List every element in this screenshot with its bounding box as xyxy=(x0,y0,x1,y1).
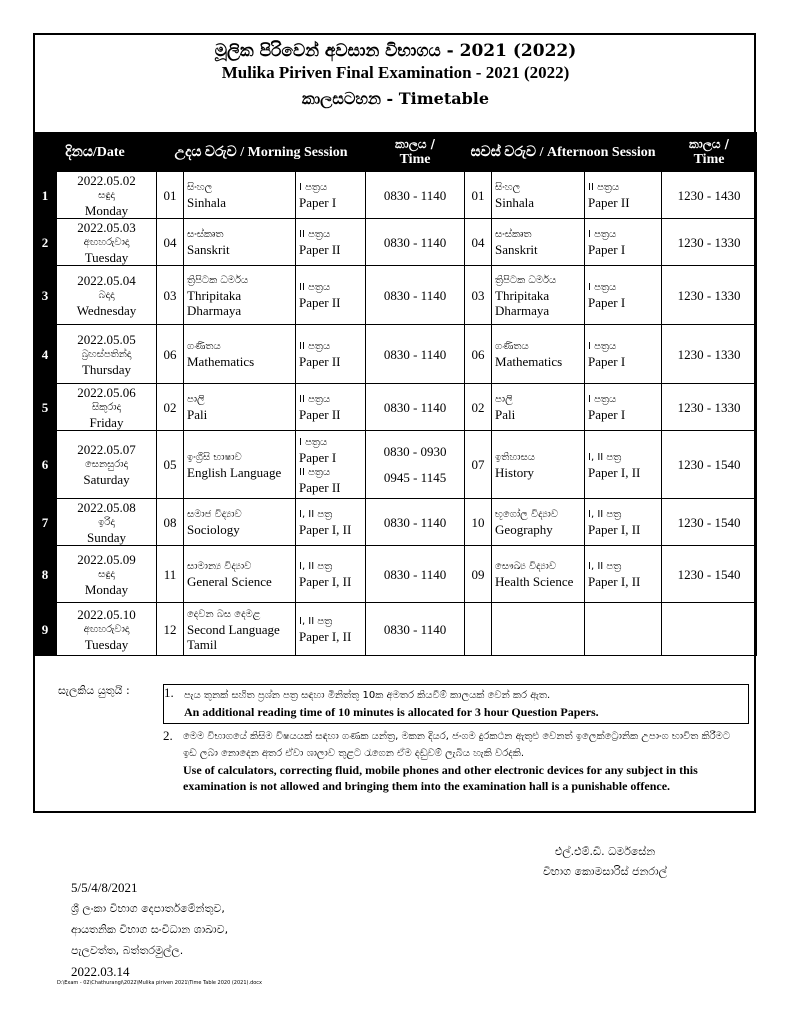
morning-time xyxy=(366,384,465,431)
paper-si: II පත්‍රය xyxy=(299,229,331,240)
afternoon-subject xyxy=(492,431,585,499)
paper-en: Paper I xyxy=(588,407,626,422)
day-en: Monday xyxy=(84,581,129,597)
morning-time xyxy=(366,431,465,499)
issue-date: 2022.03.14 xyxy=(71,964,130,979)
subject-en: Sinhala xyxy=(187,195,226,210)
date-cell xyxy=(57,219,157,266)
afternoon-code: 02 xyxy=(465,384,492,431)
date-cell xyxy=(57,384,157,431)
subject-si: සිංහල xyxy=(495,182,521,193)
address-block xyxy=(71,877,228,982)
morning-paper xyxy=(296,431,366,499)
morning-code: 06 xyxy=(157,325,184,384)
afternoon-paper xyxy=(585,384,662,431)
morning-subject xyxy=(184,431,296,499)
afternoon-time: 1230 - 1330 xyxy=(662,384,757,431)
day-en: Sunday xyxy=(87,529,126,545)
afternoon-paper xyxy=(585,546,662,603)
subject-si: සිංහල xyxy=(187,182,213,193)
time-value: 0830 - 1140 xyxy=(383,514,447,530)
file-path: D:\Exam - 02\Chathurangi\2022\Mulika piriven 2021\Time Table 2020 (2021).docx xyxy=(57,980,263,986)
morning-subject xyxy=(184,499,296,546)
morning-paper xyxy=(296,172,366,219)
paper-en: Paper I, II xyxy=(299,629,352,644)
note-2-english: Use of calculators, correcting fluid, mobile phones and other electronic devices for any subject in this examination is not allowed and bringing them into the examination hall is a punishable offence. xyxy=(183,763,698,793)
paper-en: Paper I, II xyxy=(299,574,352,589)
table-row xyxy=(34,603,757,656)
header xyxy=(0,40,791,110)
day-en: Tuesday xyxy=(84,249,129,265)
paper-si: I, II පත්‍ර xyxy=(299,616,333,627)
table-row xyxy=(34,431,757,499)
afternoon-subject xyxy=(492,325,585,384)
afternoon-code xyxy=(465,603,492,656)
subject-si: භූගෝල විද්‍යාව xyxy=(495,509,559,520)
paper-en: Paper II xyxy=(299,479,341,495)
paper-en: Paper I xyxy=(588,242,626,257)
morning-time xyxy=(366,546,465,603)
paper-en: Paper II xyxy=(588,195,630,210)
paper-si: II පත්‍රය xyxy=(299,282,331,293)
morning-time xyxy=(366,603,465,656)
date-value: 2022.05.07 xyxy=(77,442,136,457)
day-si: ඉරිදා xyxy=(98,516,115,528)
morning-paper xyxy=(296,266,366,325)
paper-en: Paper I xyxy=(299,195,337,210)
title-sinhala: මූලික පිරිවෙන් අවසාන විභාගය - 2021 (2022) xyxy=(214,41,577,61)
afternoon-code: 09 xyxy=(465,546,492,603)
morning-code: 11 xyxy=(157,546,184,603)
paper-si: I පත්‍රය xyxy=(588,229,617,240)
subject-en: Sociology xyxy=(187,522,240,537)
header-time-morning xyxy=(366,133,465,172)
paper-si: II පත්‍රය xyxy=(299,466,331,478)
morning-time xyxy=(366,325,465,384)
morning-subject xyxy=(184,546,296,603)
header-time-si: කාලය / xyxy=(689,137,730,151)
afternoon-paper xyxy=(585,266,662,325)
paper-en: Paper I, II xyxy=(588,464,641,480)
morning-paper xyxy=(296,546,366,603)
header-time-afternoon xyxy=(662,133,757,172)
time-value: 0830 - 1140 xyxy=(383,399,447,415)
paper-si: I පත්‍රය xyxy=(299,436,328,448)
time-value: 0830 - 1140 xyxy=(383,346,447,362)
subject-en: Thripitaka Dharmaya xyxy=(495,287,550,318)
afternoon-subject xyxy=(492,546,585,603)
row-number: 6 xyxy=(34,431,57,499)
time-value: 0830 - 0930 xyxy=(383,443,447,459)
morning-time xyxy=(366,499,465,546)
signatory-title: විභාග කොමසාරිස් ජනරාල් xyxy=(542,865,668,878)
table-row xyxy=(34,325,757,384)
paper-en: Paper II xyxy=(299,295,341,310)
header-morning: උදය වරුව / Morning Session xyxy=(157,133,366,172)
paper-si: II පත්‍රය xyxy=(299,394,331,405)
date-cell xyxy=(57,325,157,384)
paper-si: II පත්‍රය xyxy=(588,182,620,193)
subject-en: Sanskrit xyxy=(187,242,230,257)
afternoon-subject xyxy=(492,266,585,325)
title-english: Mulika Piriven Final Examination - 2021 (2022) xyxy=(221,63,570,82)
subject-en: Sinhala xyxy=(495,195,535,210)
date-value: 2022.05.04 xyxy=(77,272,136,288)
subject-si: පාලි xyxy=(187,394,205,405)
row-number: 3 xyxy=(34,266,57,325)
paper-en: Paper II xyxy=(299,242,341,257)
date-cell xyxy=(57,266,157,325)
date-value: 2022.05.05 xyxy=(77,331,136,347)
day-si: සඳුදා xyxy=(98,568,115,580)
afternoon-paper xyxy=(585,499,662,546)
afternoon-code: 04 xyxy=(465,219,492,266)
row-number: 2 xyxy=(34,219,57,266)
subject-en: Pali xyxy=(187,407,208,422)
paper-en: Paper I xyxy=(588,354,626,369)
header-time-en: Time xyxy=(399,152,431,167)
table-row xyxy=(34,266,757,325)
morning-subject xyxy=(184,219,296,266)
day-si: බදාදා xyxy=(98,289,115,301)
paper-si: I, II පත්‍ර xyxy=(588,451,622,463)
morning-subject xyxy=(184,603,296,656)
morning-code: 12 xyxy=(157,603,184,656)
subject-si: සාමාන්‍ය විද්‍යාව xyxy=(187,561,252,572)
afternoon-time xyxy=(662,603,757,656)
subject-en: History xyxy=(495,464,535,480)
subject-en: Sanskrit xyxy=(495,242,538,257)
time-value: 0830 - 1140 xyxy=(383,234,447,250)
date-value: 2022.05.06 xyxy=(77,384,136,400)
day-en: Thursday xyxy=(81,361,132,377)
afternoon-subject xyxy=(492,499,585,546)
paper-si: I, II පත්‍ර xyxy=(588,561,622,572)
afternoon-paper xyxy=(585,603,662,656)
signature-block xyxy=(520,842,690,882)
day-si: සිකුරාදා xyxy=(91,401,122,413)
afternoon-time: 1230 - 1540 xyxy=(662,546,757,603)
table-row xyxy=(34,219,757,266)
day-en: Friday xyxy=(89,414,124,430)
day-en: Monday xyxy=(84,202,129,218)
afternoon-subject xyxy=(492,172,585,219)
timetable xyxy=(33,132,757,656)
afternoon-subject xyxy=(492,603,585,656)
note-2 xyxy=(163,728,741,794)
date-cell xyxy=(57,546,157,603)
afternoon-code: 07 xyxy=(465,431,492,499)
timetable-body xyxy=(34,172,757,656)
morning-subject xyxy=(184,172,296,219)
morning-paper xyxy=(296,219,366,266)
subject-si: සෞඛ්‍ය විද්‍යාව xyxy=(495,561,557,572)
date-value: 2022.05.10 xyxy=(77,606,136,622)
morning-paper xyxy=(296,384,366,431)
paper-si: I පත්‍රය xyxy=(588,394,617,405)
morning-subject xyxy=(184,325,296,384)
subject-si: දෙවන බස දෙමළ xyxy=(187,608,261,620)
morning-code: 04 xyxy=(157,219,184,266)
time-value: 0830 - 1140 xyxy=(383,566,447,582)
afternoon-time: 1230 - 1330 xyxy=(662,266,757,325)
subject-en: Geography xyxy=(495,522,553,537)
paper-en: Paper II xyxy=(299,407,341,422)
morning-code: 05 xyxy=(157,431,184,499)
paper-en: Paper I, II xyxy=(588,522,641,537)
subtitle: කාලසටහන - Timetable xyxy=(301,89,490,108)
address-line: පැලවත්ත, බත්තරමුල්ල. xyxy=(71,944,184,957)
afternoon-subject xyxy=(492,219,585,266)
morning-code: 01 xyxy=(157,172,184,219)
subject-si: සමාජ විද්‍යාව xyxy=(187,509,242,520)
subject-si: ඉතිහාසය xyxy=(495,451,535,463)
subject-en: Mathematics xyxy=(495,354,563,369)
morning-time xyxy=(366,219,465,266)
header-afternoon: සවස් වරුව / Afternoon Session xyxy=(465,133,662,172)
row-number: 8 xyxy=(34,546,57,603)
subject-si: ගණිතය xyxy=(495,341,529,352)
note-number: 1. xyxy=(164,685,174,700)
paper-en: Paper I, II xyxy=(588,574,641,589)
subject-si: ගණිතය xyxy=(187,341,221,352)
morning-time xyxy=(366,266,465,325)
time-value: 0945 - 1145 xyxy=(383,469,447,485)
morning-paper xyxy=(296,603,366,656)
day-en: Wednesday xyxy=(76,302,137,318)
morning-time xyxy=(366,172,465,219)
notes-label: සැලකිය යුතුයි : xyxy=(58,684,130,697)
date-cell xyxy=(57,172,157,219)
address-line: ආයතනික විභාග සංවිධාන ශාඛාව, xyxy=(71,923,229,936)
subject-si: පාලි xyxy=(495,394,513,405)
day-si: සඳුදා xyxy=(98,189,115,201)
paper-si: I පත්‍රය xyxy=(588,341,617,352)
table-row xyxy=(34,499,757,546)
morning-subject xyxy=(184,384,296,431)
day-si: බ්‍රහස්පතින්දා xyxy=(81,348,132,360)
date-cell xyxy=(57,431,157,499)
paper-si: I, II පත්‍ර xyxy=(299,509,333,520)
subject-en: Thripitaka Dharmaya xyxy=(187,287,242,318)
paper-si: I, II පත්‍ර xyxy=(299,561,333,572)
row-number: 7 xyxy=(34,499,57,546)
morning-paper xyxy=(296,499,366,546)
paper-en: Paper II xyxy=(299,354,341,369)
reference-number: 5/5/4/8/2021 xyxy=(71,880,138,895)
paper-en: Paper I xyxy=(299,449,337,465)
day-en: Saturday xyxy=(83,472,130,487)
paper-en: Paper I, II xyxy=(299,522,352,537)
note-2-sinhala: මෙම විභාගයේ කිසිම විෂයයක් සඳහා ගණක යන්ත්‍ර, මකන දියර, ජංගම දුරකථන ඇතුළු වෙනත් ඉලෙක්ට්‍රොනික උපාංග භාවිත කිරීමට ඉඩ ලබා නොදෙන අතර ඒවා ශාලාව තුළට රැගෙන ඒම දඬුවම් ලැබිය හැකි වරදකි. xyxy=(183,731,731,759)
note-number: 2. xyxy=(163,728,173,743)
afternoon-code: 06 xyxy=(465,325,492,384)
time-value: 0830 - 1140 xyxy=(383,287,447,303)
date-value: 2022.05.08 xyxy=(77,499,136,515)
morning-code: 08 xyxy=(157,499,184,546)
day-si: අඟහරුවාදා xyxy=(83,236,130,248)
date-cell xyxy=(57,499,157,546)
subject-si: ත්‍රිපිටක ධර්මය xyxy=(495,274,557,286)
morning-code: 03 xyxy=(157,266,184,325)
subject-si: සංස්කෘත xyxy=(187,229,224,240)
row-number: 5 xyxy=(34,384,57,431)
header-time-en: Time xyxy=(693,152,725,167)
date-value: 2022.05.02 xyxy=(77,172,136,188)
subject-en: Second Language Tamil xyxy=(187,621,280,652)
afternoon-paper xyxy=(585,325,662,384)
subject-en: English Language xyxy=(187,464,282,480)
afternoon-time: 1230 - 1540 xyxy=(662,431,757,499)
header-time-si: කාලය / xyxy=(395,137,436,151)
row-number: 4 xyxy=(34,325,57,384)
subject-si: ත්‍රිපිටක ධර්මය xyxy=(187,274,249,286)
afternoon-code: 03 xyxy=(465,266,492,325)
subject-si: ඉංග්‍රීසි භාෂාව xyxy=(187,451,242,463)
afternoon-code: 10 xyxy=(465,499,492,546)
paper-si: I, II පත්‍ර xyxy=(588,509,622,520)
afternoon-time: 1230 - 1540 xyxy=(662,499,757,546)
morning-subject xyxy=(184,266,296,325)
address-line: ශ්‍රී ලංකා විභාග දෙපාර්තමේන්තුව, xyxy=(71,902,225,915)
subject-en: Mathematics xyxy=(187,354,255,369)
header-date: දිනය/Date xyxy=(34,133,157,172)
paper-en: Paper I xyxy=(588,295,626,310)
afternoon-subject xyxy=(492,384,585,431)
signatory-name: එල්.එම්.ඩී. ධර්මසේන xyxy=(554,845,656,858)
table-row xyxy=(34,172,757,219)
table-row xyxy=(34,384,757,431)
note-1-english: An additional reading time of 10 minutes is allocated for 3 hour Question Papers. xyxy=(184,705,599,719)
subject-si: සංස්කෘත xyxy=(495,229,532,240)
table-row xyxy=(34,546,757,603)
time-value: 0830 - 1140 xyxy=(383,187,447,203)
afternoon-paper xyxy=(585,219,662,266)
note-1 xyxy=(163,684,749,724)
date-value: 2022.05.03 xyxy=(77,219,136,235)
date-value: 2022.05.09 xyxy=(77,551,136,567)
morning-code: 02 xyxy=(157,384,184,431)
afternoon-time: 1230 - 1330 xyxy=(662,219,757,266)
header-row xyxy=(34,133,757,172)
date-cell xyxy=(57,603,157,656)
note-1-sinhala: පැය තුනක් සහිත ප්‍රශ්න පත්‍ර සඳහා මිනිත්තු 10ක අමතර කියවීම් කාලයක් වෙන් කර ඇත. xyxy=(184,690,551,701)
day-si: අඟහරුවාදා xyxy=(83,623,130,635)
afternoon-paper xyxy=(585,172,662,219)
day-en: Tuesday xyxy=(84,636,129,652)
afternoon-time: 1230 - 1430 xyxy=(662,172,757,219)
day-si: සෙනසුරාදා xyxy=(84,459,129,470)
row-number: 9 xyxy=(34,603,57,656)
afternoon-code: 01 xyxy=(465,172,492,219)
afternoon-paper xyxy=(585,431,662,499)
afternoon-time: 1230 - 1330 xyxy=(662,325,757,384)
subject-en: General Science xyxy=(187,574,272,589)
morning-paper xyxy=(296,325,366,384)
subject-en: Health Science xyxy=(495,574,574,589)
paper-si: I පත්‍රය xyxy=(588,282,617,293)
row-number: 1 xyxy=(34,172,57,219)
paper-si: II පත්‍රය xyxy=(299,341,331,352)
paper-si: I පත්‍රය xyxy=(299,182,328,193)
subject-en: Pali xyxy=(495,407,516,422)
time-value: 0830 - 1140 xyxy=(383,621,447,637)
